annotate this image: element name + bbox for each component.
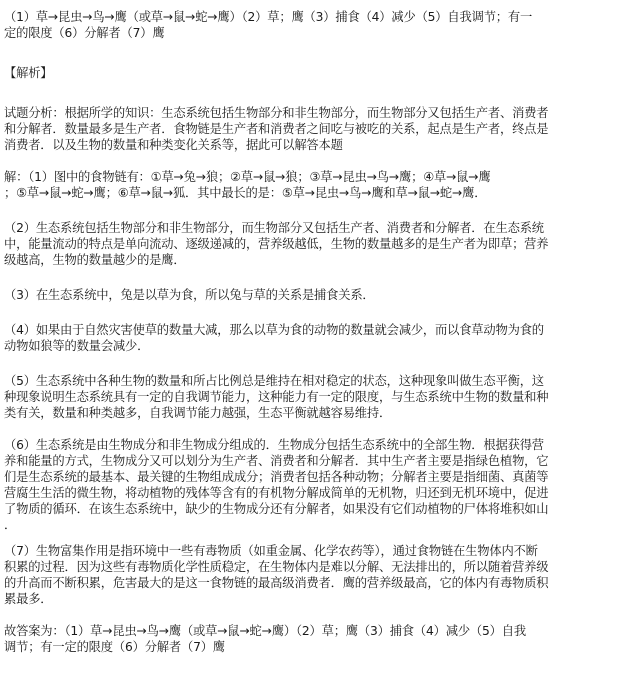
answer-top-line: 定的限度（6）分解者（7）鹰 [4, 26, 165, 40]
analysis-intro-line: 和分解者．数量最多是生产者．食物链是生产者和消费者之间吃与被吃的关系，起点是生产者，终点是 [4, 122, 549, 136]
solution-6-line: 营腐生生活的微生物，将动植物的残体等含有的有机物分解成简单的无机物，归还到无机环境中，促进 [4, 486, 549, 500]
solution-4-line: （4）如果由于自然灾害使草的数量大减，那么以草为食的动物的数量就会减少，而以食草动物为食的 [4, 323, 544, 337]
solution-4-line: 动物如狼等的数量会减少． [4, 339, 150, 353]
solution-7-line: 累最多． [4, 592, 53, 606]
solution-1-line: ；⑤草→鼠→蛇→鹰；⑥草→鼠→狐．其中最长的是：⑤草→昆虫→鸟→鹰和草→鼠→蛇→鹰． [4, 186, 487, 200]
solution-6-line: 们是生态系统的最基本、最关键的生物组成成分；消费者包括各种动物；分解者主要是指细菌、真菌等 [4, 470, 549, 484]
solution-6-line: ． [4, 518, 17, 532]
analysis-heading: 【解析】 [4, 66, 53, 80]
solution-1-line: 解：（1）图中的食物链有：①草→兔→狼；②草→鼠→狼；③草→昆虫→鸟→鹰；④草→鼠→鹰 [4, 170, 491, 184]
solution-7-line: （7）生物富集作用是指环境中一些有毒物质（如重金属、化学农药等），通过食物链在生物体内不断 [4, 544, 538, 558]
analysis-heading-block [4, 65, 626, 81]
solution-6-line: 养和能量的方式，生物成分又可以划分为生产者、消费者和分解者．其中生产者主要是指绿色植物，它 [4, 454, 549, 468]
solution-5-line: 种现象说明生态系统具有一定的自我调节能力，这种能力有一定的限度，与生态系统中生物的数量和种 [4, 390, 549, 404]
solution-5-line: 类有关，数量和种类越多，自我调节能力越强，生态平衡就越容易维持． [4, 406, 392, 420]
solution-2-line: （2）生态系统包括生物部分和非生物部分，而生物部分又包括生产者、消费者和分解者．在生态系统 [4, 221, 544, 235]
solution-part-4 [4, 322, 626, 354]
solution-2-line: 级越高，生物的数量越少的是鹰． [4, 253, 186, 267]
solution-5-line: （5）生态系统中各种生物的数量和所占比例总是维持在相对稳定的状态，这种现象叫做生态平衡，这 [4, 374, 544, 388]
solution-7-line: 的升高而不断积累，危害最大的是这一食物链的最高级消费者．鹰的营养级最高，它的体内有毒物质积 [4, 576, 549, 590]
solution-part-6 [4, 437, 626, 533]
final-answer-line: 故答案为：（1）草→昆虫→鸟→鹰（或草→鼠→蛇→鹰）（2）草；鹰（3）捕食（4）减少（5）自我 [4, 624, 526, 638]
analysis-intro-line: 消费者．以及生物的数量和种类变化关系等，据此可以解答本题 [4, 138, 343, 152]
analysis-intro-line: 试题分析：根据所学的知识：生态系统包括生物部分和非生物部分，而生物部分又包括生产者、消费者 [4, 106, 549, 120]
solution-part-7 [4, 543, 626, 607]
answer-top [4, 9, 626, 41]
solution-3-line: （3）在生态系统中，兔是以草为食，所以兔与草的关系是捕食关系． [4, 288, 375, 302]
solution-part-3 [4, 287, 626, 303]
solution-2-line: 中，能量流动的特点是单向流动、逐级递减的，营养级越低，生物的数量越多的是生产者为即草；营养 [4, 237, 549, 251]
solution-part-2 [4, 220, 626, 268]
analysis-intro [4, 105, 626, 153]
final-answer [4, 623, 626, 655]
solution-6-line: 了物质的循环．在该生态系统中，缺少的生物成分还有分解者，如果没有它们动植物的尸体将堆积如山 [4, 502, 549, 516]
final-answer-line: 调节；有一定的限度（6）分解者（7）鹰 [4, 640, 225, 654]
solution-6-line: （6）生态系统是由生物成分和非生物成分组成的．生物成分包括生态系统中的全部生物．根据获得营 [4, 438, 544, 452]
solution-part-5 [4, 373, 626, 421]
solution-7-line: 积累的过程．因为这些有毒物质化学性质稳定，在生物体内是难以分解、无法排出的，所以随着营养级 [4, 560, 549, 574]
answer-top-line: （1）草→昆虫→鸟→鹰（或草→鼠→蛇→鹰）（2）草；鹰（3）捕食（4）减少（5）自我调节；有一 [4, 10, 533, 24]
solution-part-1 [4, 169, 626, 201]
